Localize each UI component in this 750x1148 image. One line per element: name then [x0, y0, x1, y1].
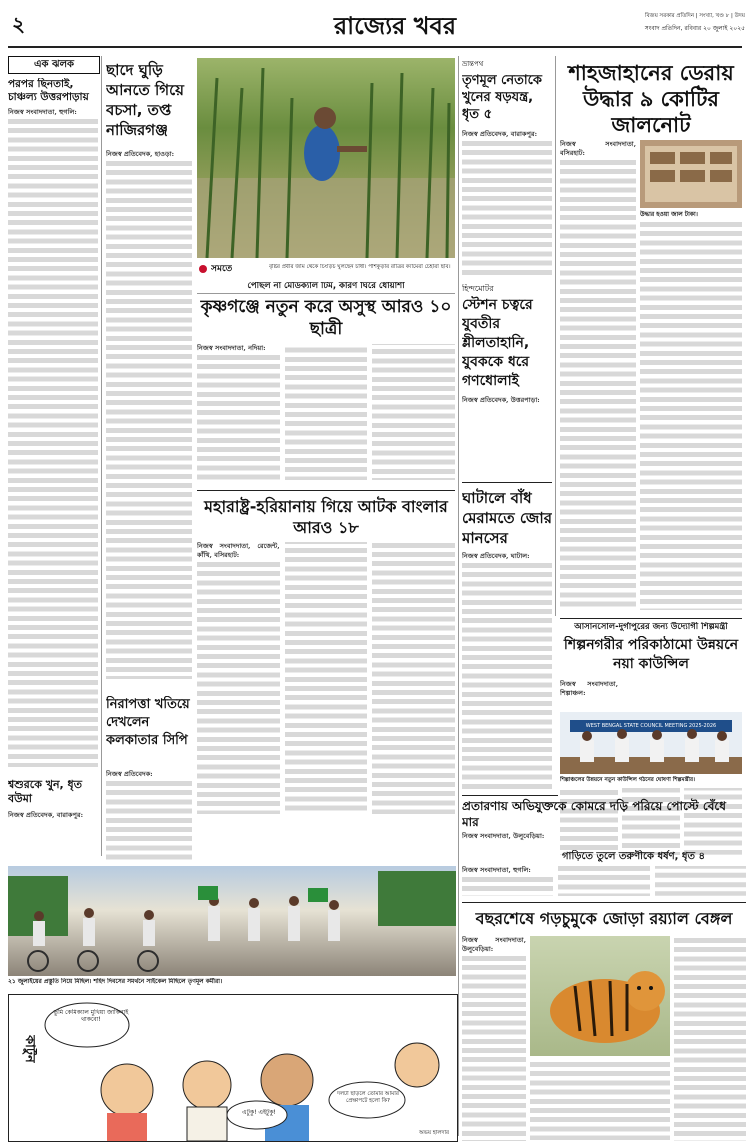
council-photo [560, 712, 742, 774]
cartoon-bubble-1: তুমি কেমিক্যাল মুখিয়া জাকিনাই থাকবো! [53, 1009, 129, 1023]
story-rule-council [560, 618, 742, 619]
cartoon-credit: অভয় হালদার [419, 1130, 449, 1136]
farm-photo-label [197, 262, 455, 276]
tiger-headline: বছরশেষে গড়চুমুকে জোড়া রয়্যাল বেঙ্গল [475, 909, 733, 928]
cash-byline: নিজস্ব সংবাদদাতা, বসিরহাট: [560, 140, 636, 158]
story-rule-dam [462, 482, 552, 483]
tiger-body-bottom [530, 1060, 670, 1140]
kite-body [106, 150, 192, 690]
dam-body [462, 552, 552, 792]
kite-byline: নিজস্ব প্রতিবেদক, হাওড়া: [106, 150, 175, 158]
fraud-headline: প্রতারণায় অভিযুক্তকে কোমরে দড়ি পরিয়ে পোস্টে বেঁধে মার [462, 799, 726, 829]
maharashtra-body [197, 542, 455, 814]
trinamool-headline: তৃণমূল নেতাকে খুনের ষড়যন্ত্র, ধৃত ৫ [462, 73, 542, 122]
trinamool-kicker: ভ্রান্তপথ [462, 60, 484, 68]
page-number: ২ [12, 12, 26, 36]
fraud-body [462, 832, 556, 862]
tiger-photo-art [530, 936, 670, 1056]
cash-body-col2 [640, 220, 742, 610]
maharashtra-byline: নিজস্ব সংবাদদাতা, রেজেন্ট, কাঁথি, বসিরহাট: [197, 542, 280, 560]
fraud-byline: নিজস্ব সংবাদদাতা, উলুবেড়িয়া: [462, 832, 545, 840]
story-rule-maha [197, 490, 455, 491]
rape-byline: নিজস্ব সংবাদদাতা, হুগলি: [462, 866, 531, 874]
header-date: সংবাদ প্রতিদিন, রবিবার ২০ জুলাই ২০২৫ [644, 25, 745, 32]
tiger-byline: নিজস্ব সংবাদদাতা, উলুবেড়িয়া: [462, 936, 526, 954]
rally-photo-caption: ২১ জুলাইয়ের প্রস্তুতি নিয়ে মিছিল। শহিদ দিবসের সমর্থনে সাইকেল মিছিলে তৃণমূল কর্মীরা। [8, 978, 223, 985]
cash-photo [640, 140, 742, 208]
tiger-body-left [462, 936, 526, 1141]
station-body [462, 396, 552, 478]
sidebar-story1-body [8, 108, 98, 776]
farm-photo-caption: বৃষ্টির প্রবীর জমি থেকে চিংড়িচ ঘুলছেন চাষী। পাঁশকুড়ার রাত্রির ক্যামেরা চেহারা ছবি। [269, 264, 451, 270]
farm-photo [197, 58, 455, 258]
sidebar [8, 56, 98, 856]
maharashtra-headline: মহারাষ্ট্র-হরিয়ানায় গিয়ে আটক বাংলার আরও ১৮ [204, 497, 448, 537]
sidebar-story1-headline: পরপর ছিনতাই, চাঞ্চল্য উত্তরপাড়ায় [8, 78, 89, 103]
cartoon-bubble-2: এটুকু! এইটুকু! [242, 1109, 276, 1116]
cash-photo-art [640, 140, 742, 208]
station-headline: স্টেশন চত্বরে যুবতীর শ্লীলতাহানি, যুবককে ধরে গণধোলাই [462, 297, 533, 389]
cash-body [560, 140, 636, 610]
rally-photo [8, 866, 456, 976]
cpm-headline: নিরাপত্তা খতিয়ে দেখলেন কলকাতার সিপি [106, 697, 190, 748]
cartoon-title: কার্টুন [22, 1035, 37, 1063]
health-body [197, 344, 455, 484]
sidebar-story2-headline: শ্বশুরকে খুন, ধৃত বউমা [8, 778, 82, 805]
kite-headline: ছাদে ঘুড়ি আনতে গিয়ে বচসা, তপ্ত নাজিরগঞ্জ [106, 61, 184, 139]
health-byline: নিজস্ব সংবাদদাতা, নদিয়া: [197, 344, 266, 352]
col-rule-3 [555, 56, 556, 616]
council-kicker: আসানসোল-দুর্গাপুরের জন্য উদ্যোগী শিল্পমন্ত্রী [574, 622, 728, 632]
col-rule-1 [101, 56, 102, 856]
dam-byline: নিজস্ব প্রতিবেদক, ঘাটাল: [462, 552, 530, 560]
trinamool-body [462, 130, 552, 278]
header-meta: বিজয় সরকার প্রতিদিন | সংখ্যা, খণ্ড ৮ | উদয় [645, 13, 745, 19]
page-title: রাজ্যের খবর [333, 12, 457, 40]
cash-headline: শাহজাহানের ডেরায় উদ্ধার ৯ কোটির জালনোট [568, 61, 734, 137]
council-byline: নিজস্ব সংবাদদাতা, শিল্পাঞ্চল: [560, 680, 618, 698]
council-photo-art [560, 712, 742, 774]
health-kicker: পৌঁছল না মেডিক্যাল টিম, কারণ ঘিরে ধোঁয়াশা [197, 282, 455, 294]
col-rule-2 [458, 56, 459, 1136]
bullet-icon [199, 265, 207, 273]
cartoon-strip [8, 994, 458, 1142]
sidebar-story2-body [8, 811, 98, 851]
cpm-body [106, 770, 192, 865]
cartoon-bubble-3: দলটা ছাড়লে তোমার আমার প্রেক্ষাপটে হলো কি? [337, 1091, 399, 1104]
sidebar-story1-byline: নিজস্ব সংবাদদাতা, হুগলি: [8, 108, 77, 116]
sidebar-story2-byline: নিজস্ব প্রতিবেদক, বারাকপুর: [8, 811, 84, 819]
masthead [0, 0, 750, 44]
tiger-photo [530, 936, 670, 1056]
masthead-rule [8, 46, 742, 48]
sidebar-section-label: এক ঝলক [8, 56, 100, 74]
council-banner: WEST BENGAL STATE COUNCIL MEETING 2025-2026 [570, 720, 732, 732]
story-rule-fraud [462, 795, 558, 796]
tiger-body-right [674, 936, 746, 1141]
council-headline: শিল্পনগরীর পরিকাঠামো উন্নয়নে নয়া কাউন্সিল [563, 637, 739, 672]
station-kicker: হিন্দমোটর [462, 284, 494, 293]
rally-photo-art [8, 866, 456, 976]
trinamool-byline: নিজস্ব প্রতিবেদক, বারাকপুর: [462, 130, 538, 138]
health-headline: কৃষ্ণগঞ্জে নতুন করে অসুস্থ আরও ১০ ছাত্রী [200, 297, 452, 339]
story-rule-tiger [462, 902, 746, 903]
council-photo-caption: শিল্পাঞ্চলের উন্নয়নে নতুন কাউন্সিল গঠনের ঘোষণা শিল্পমন্ত্রীর। [560, 777, 695, 783]
council-body-top [560, 680, 742, 710]
cpm-byline: নিজস্ব প্রতিবেদক: [106, 770, 153, 778]
farm-photo-location: সমতে [211, 264, 233, 274]
sidebar-story1-lines [8, 117, 98, 767]
cash-photo-caption: উদ্ধার হওয়া জাল টাকা। [640, 211, 698, 218]
dam-headline: ঘাটালে বাঁধ মেরামতে জোর মানসের [462, 489, 552, 547]
rape-headline: গাড়িতে তুলে তরুণীকে ধর্ষণ, ধৃত ৪ [562, 851, 706, 862]
rape-body [462, 866, 746, 900]
station-byline: নিজস্ব প্রতিবেদক, উত্তরপাড়া: [462, 396, 540, 404]
farm-photo-art [197, 58, 455, 258]
